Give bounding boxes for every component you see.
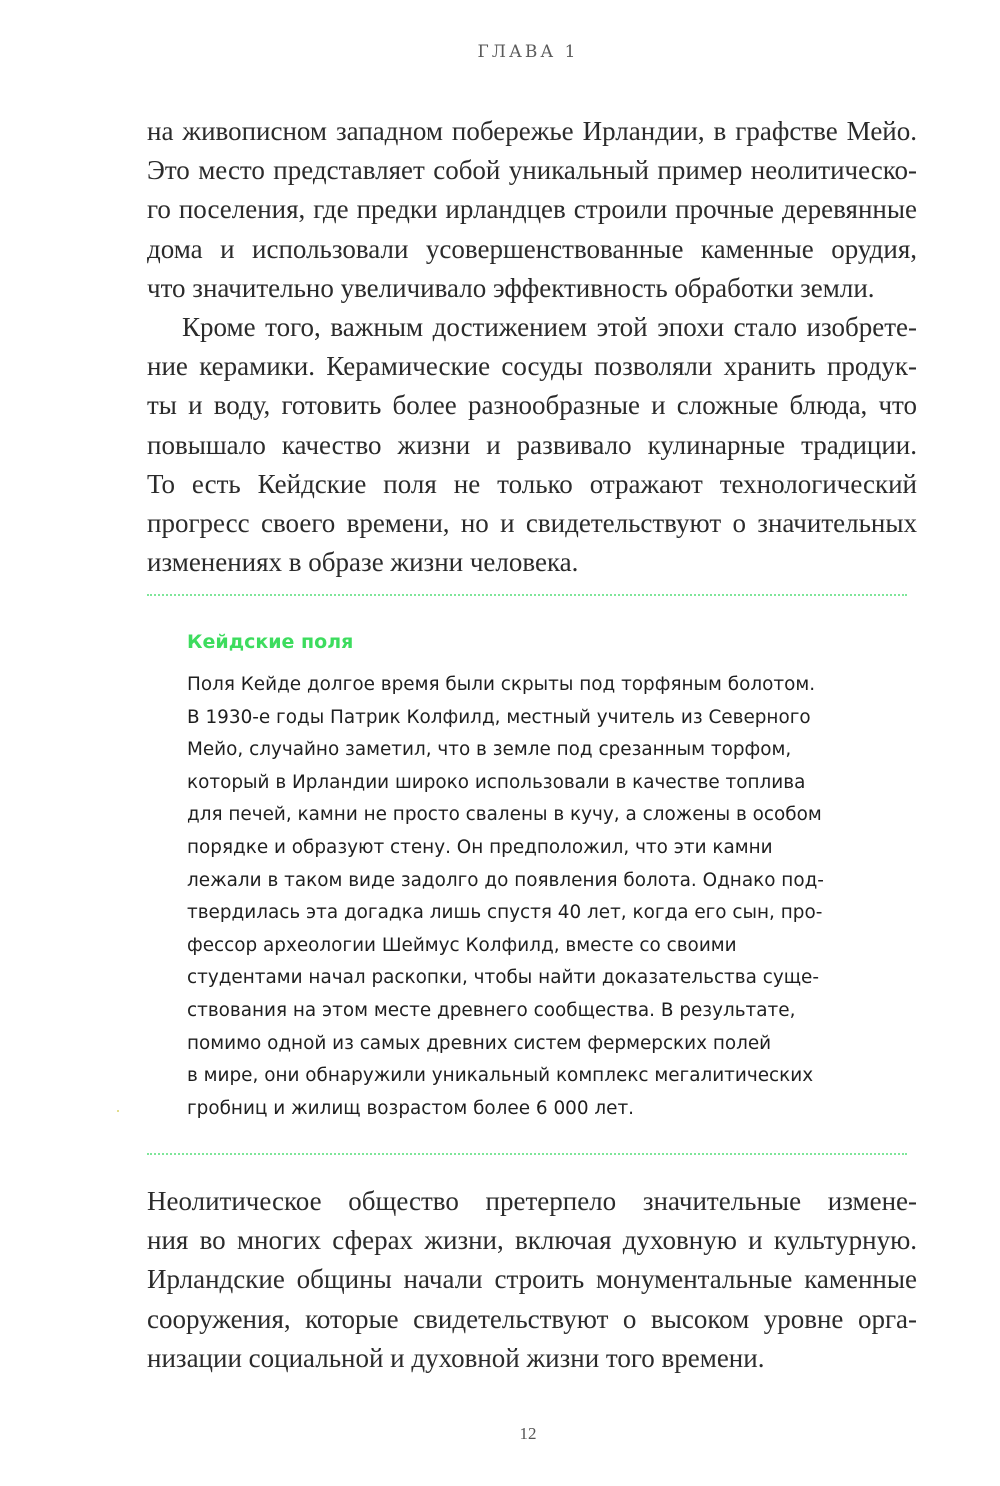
sidebar-divider-top: [147, 594, 907, 596]
text-line: низации социальной и духовной жизни того времени.: [147, 1342, 765, 1373]
text-line: что значительно увеличивало эффективность обработки земли.: [147, 272, 875, 303]
text-line: сооружения, которые свидетельствуют о высоком уровне орга-: [147, 1303, 917, 1334]
text-line: То есть Кейдские поля не только отражают технологический: [147, 468, 917, 499]
text-line: на живописном западном побережье Ирландии, в графстве Мейо.: [147, 116, 917, 146]
text-line: дома и использовали усовершенствованные каменные орудия,: [147, 233, 917, 264]
main-text-bottom: [147, 1182, 917, 1378]
text-line: го поселения, где предки ирландцев строили прочные деревянные: [147, 194, 917, 225]
sidebar-line: В 1930-е годы Патрик Колфилд, местный учитель из Северного: [187, 706, 811, 728]
sidebar-line: гробниц и жилищ возрастом более 6 000 лет.: [187, 1097, 635, 1119]
text-line: повышало качество жизни и развивало кулинарные традиции.: [147, 429, 917, 460]
text-line: ние керамики. Керамические сосуды позволяли хранить продук-: [147, 351, 917, 382]
page-number: 12: [519, 1424, 537, 1443]
main-text-top: [147, 112, 917, 582]
text-line: Это место представляет собой уникальный пример неолитическо-: [147, 155, 917, 186]
print-speck: [117, 1110, 119, 1112]
sidebar-box: [187, 628, 859, 1125]
sidebar-line: лежали в таком виде задолго до появления болота. Однако под-: [187, 869, 824, 891]
text-line: Кроме того, важным достижением этой эпохи стало изобрете-: [182, 312, 917, 343]
sidebar-line: для печей, камни не просто свалены в кучу, а сложены в особом: [187, 804, 822, 826]
sidebar-line: твердилась эта догадка лишь спустя 40 лет, когда его сын, про-: [187, 902, 823, 924]
running-head-chapter: ГЛАВА 1: [477, 42, 579, 62]
text-line: Ирландские общины начали строить монументальные каменные: [147, 1264, 917, 1295]
sidebar-line: Поля Кейде долгое время были скрыты под торфяным болотом.: [187, 674, 816, 695]
sidebar-title: Кейдские поля: [187, 631, 354, 653]
text-line: ния во многих сферах жизни, включая духовную и культурную.: [147, 1225, 917, 1256]
sidebar-body: [187, 669, 859, 1125]
sidebar-line: в мире, они обнаружили уникальный комплекс мегалитических: [187, 1065, 814, 1087]
text-line: ты и воду, готовить более разнообразные и сложные блюда, что: [147, 390, 917, 421]
text-line: Неолитическое общество претерпело значительные измене-: [147, 1186, 917, 1216]
sidebar-line: фессор археологии Шеймус Колфилд, вместе со своими: [187, 934, 737, 956]
sidebar-line: студентами начал раскопки, чтобы найти доказательства суще-: [187, 967, 819, 989]
text-line: изменениях в образе жизни человека.: [147, 547, 579, 578]
sidebar-line: ствования на этом месте древнего сообщества. В результате,: [187, 999, 796, 1021]
sidebar-line: порядке и образуют стену. Он предположил, что эти камни: [187, 836, 773, 858]
text-line: прогресс своего времени, но и свидетельствуют о значительных: [147, 508, 917, 539]
sidebar-line: который в Ирландии широко использовали в качестве топлива: [187, 771, 806, 793]
sidebar-divider-bottom: [147, 1153, 907, 1155]
sidebar-line: помимо одной из самых древних систем фермерских полей: [187, 1032, 772, 1054]
sidebar-line: Мейо, случайно заметил, что в земле под срезанным торфом,: [187, 739, 792, 761]
